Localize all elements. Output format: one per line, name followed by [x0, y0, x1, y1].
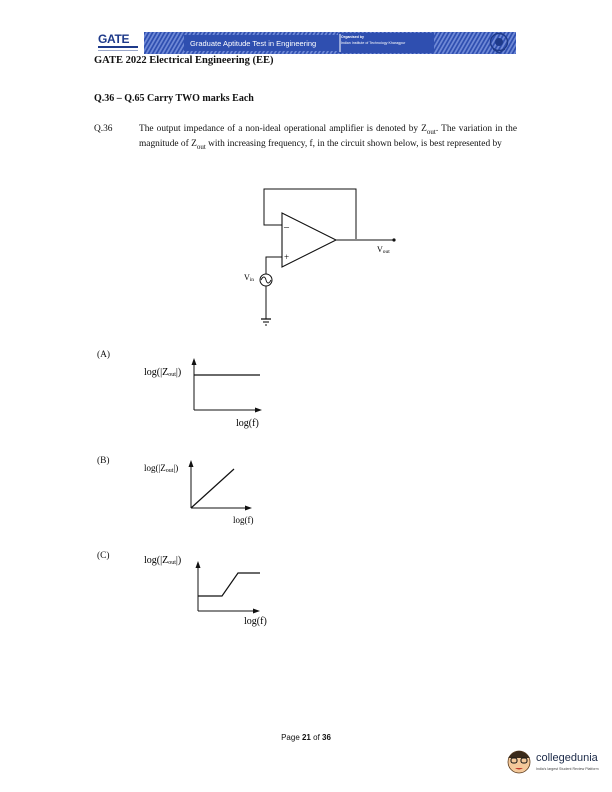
option-a-xlabel: log(f): [236, 418, 259, 429]
option-b-label[interactable]: (B): [97, 456, 110, 466]
option-c-ylabel-sub: out: [168, 560, 176, 566]
option-a-ylabel: log(|Z: [144, 367, 169, 378]
op-amp-circuit: [230, 183, 410, 333]
vin-sub: in: [249, 277, 255, 283]
svg-text:log(|Zout|): [144, 555, 181, 566]
option-c-curve: [198, 573, 260, 596]
page-footer: [0, 733, 612, 742]
iit-emblem-icon: [489, 32, 509, 54]
logo-subline: [98, 50, 138, 51]
vout-sub: out: [382, 249, 390, 255]
subscript: out: [196, 142, 206, 151]
option-b-curve: [191, 469, 234, 508]
question-text: [139, 123, 517, 153]
logo-underline: [98, 46, 138, 48]
organizer-name: Indian Institute of Technology Kharagpur: [341, 41, 406, 45]
option-c-ylabel: log(|Z: [144, 555, 169, 566]
svg-text:Vout: [377, 245, 390, 255]
banner-title: Graduate Aptitude Test in Engineering: [190, 39, 317, 48]
footer-prefix: Page: [281, 733, 302, 742]
option-c-xlabel: log(f): [244, 616, 267, 627]
y-axis-arrow: [189, 460, 194, 467]
gate-logo-text: GATE: [98, 32, 130, 46]
exam-title: GATE 2022 Electrical Engineering (EE): [94, 55, 274, 66]
x-axis-arrow: [253, 609, 260, 614]
footer-total-pages: 36: [322, 733, 331, 742]
collegedunia-logo-text: collegedunia: [536, 752, 598, 764]
svg-text:log(|Zout|): [144, 463, 178, 474]
question-text-part: . The variation in the magnitude of Z: [139, 124, 517, 149]
vout-label: V: [377, 245, 383, 254]
inverting-input-label: –: [284, 222, 289, 233]
op-amp-triangle: [282, 213, 336, 267]
question-text-part: with increasing frequency, f, in the circuit shown below, is best represented by: [205, 138, 502, 149]
y-axis-arrow: [192, 358, 197, 365]
option-a-graph: [140, 352, 290, 432]
subscript: out: [426, 127, 436, 136]
gate-logo: [96, 32, 142, 54]
question-text-part: The output impedance of a non-ideal operational amplifier is denoted by Z: [139, 124, 427, 134]
question-number: Q.36: [94, 124, 113, 134]
output-terminal: [392, 238, 395, 241]
option-b-ylabel: log(|Z: [144, 463, 166, 473]
option-c-label[interactable]: (C): [97, 551, 110, 561]
svg-text:Vin: [244, 273, 254, 283]
option-c-graph: [140, 552, 290, 632]
svg-text:log(|Zout|): [144, 367, 181, 378]
organized-by-label: Organised by: [341, 35, 364, 39]
option-b-graph: [140, 455, 290, 535]
footer-page-number: 21: [301, 733, 311, 742]
non-inverting-input-label: +: [284, 252, 290, 262]
vin-label: V: [244, 273, 250, 282]
collegedunia-tagline: India's largest Student Review Platform: [536, 767, 599, 771]
option-b-ylabel-sub: out: [165, 468, 174, 474]
option-b-xlabel: log(f): [233, 515, 254, 525]
option-a-label[interactable]: (A): [97, 350, 111, 360]
collegedunia-mascot-icon: [504, 744, 534, 776]
option-a-ylabel-end: |): [175, 367, 182, 378]
x-axis-arrow: [245, 506, 252, 511]
x-axis-arrow: [255, 408, 262, 413]
option-b-ylabel-end: |): [173, 463, 179, 473]
section-title: Q.36 – Q.65 Carry TWO marks Each: [94, 93, 254, 104]
footer-middle: of: [310, 733, 323, 742]
input-wire: [266, 257, 282, 274]
option-a-ylabel-sub: out: [168, 372, 176, 378]
y-axis-arrow: [196, 561, 201, 568]
option-c-ylabel-end: |): [175, 555, 182, 566]
